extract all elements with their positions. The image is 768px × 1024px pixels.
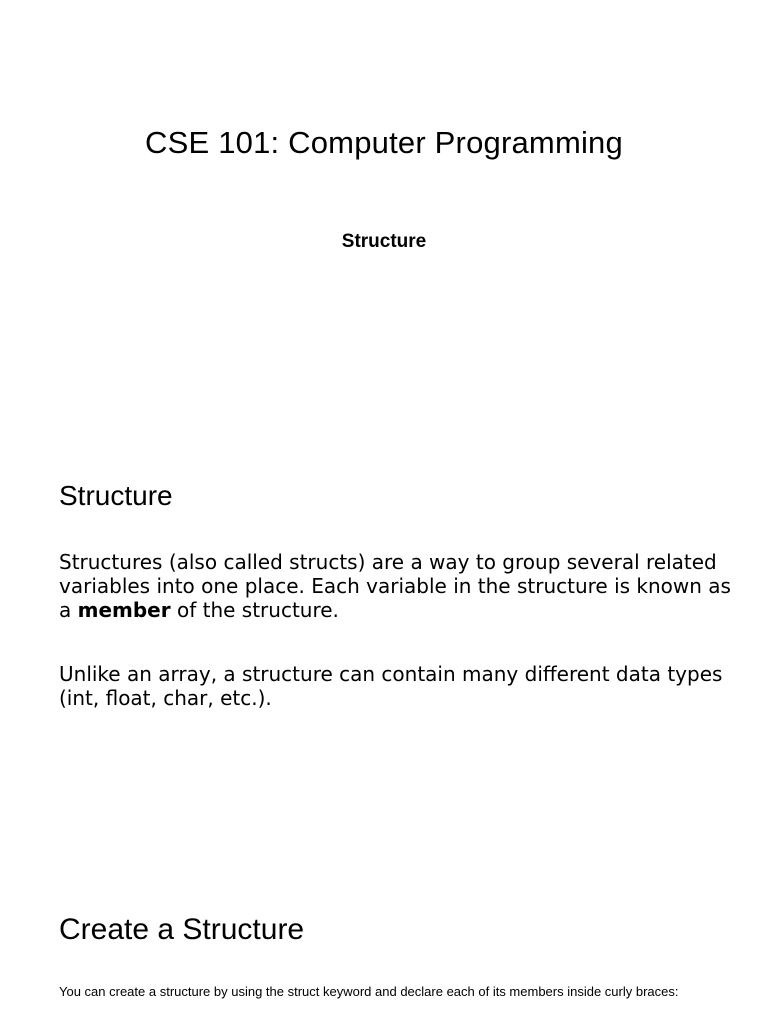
slide-subtitle: Structure bbox=[341, 231, 427, 252]
course-title: CSE 101: Computer Programming bbox=[145, 125, 623, 160]
paragraph-text-start: Structures (also called structs) are a way to group several related variables into one place. Each variable in the structure is known as a bbox=[59, 550, 731, 622]
create-structure-paragraph: You can create a structure by using the struct keyword and declare each of its members inside curly braces: bbox=[59, 984, 679, 999]
structure-definition-paragraph bbox=[59, 550, 739, 622]
section-heading-create-structure: Create a Structure bbox=[59, 913, 305, 946]
title-slide bbox=[0, 124, 768, 161]
paragraph-text-end: of the structure. bbox=[170, 598, 339, 622]
section-heading-structure: Structure bbox=[59, 480, 173, 511]
structure-vs-array-paragraph: Unlike an array, a structure can contain many different data types (int, float, char, etc.). bbox=[59, 662, 723, 710]
member-term: member bbox=[77, 598, 171, 622]
